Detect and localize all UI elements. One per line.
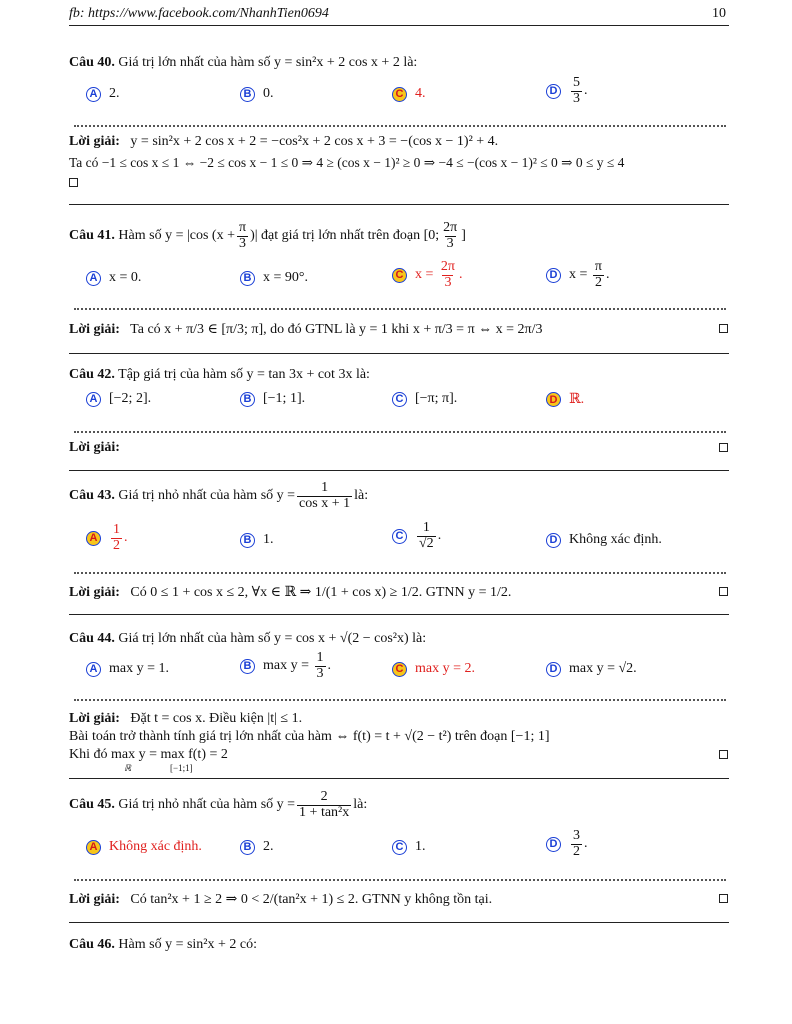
question-label: Câu 41. [69, 228, 115, 244]
section-rule [69, 614, 729, 615]
fraction: $\frac{3}{2}$ [573, 828, 580, 859]
option-letter: B [240, 533, 255, 548]
dotted-separator [74, 125, 726, 127]
option-d[interactable]: D $\frac{5}{3}$ . [546, 76, 588, 106]
option-letter: A [86, 662, 101, 677]
option-b[interactable] [240, 532, 274, 548]
option-d[interactable]: D $\frac{3}{2}$ . [546, 829, 588, 859]
option-text: max y = 1. [109, 661, 169, 676]
option-text: 1. [415, 839, 426, 854]
option-letter: B [240, 659, 255, 674]
option-letter: A [86, 840, 101, 855]
question-text: )| đạt giá trị lớn nhất trên đoạn [0; [250, 228, 440, 244]
question-label: Câu 45. [69, 797, 115, 813]
option-letter: C [392, 87, 407, 102]
fraction: $\frac{\pi}{2}$ [594, 259, 602, 290]
option-text: ℝ. [569, 392, 585, 407]
option-letter: C [392, 662, 407, 677]
option-text: Không xác định. [109, 839, 202, 854]
option-letter: B [240, 392, 255, 407]
option-text: max y = 2. [415, 661, 475, 676]
solution-label: Lời giải: [69, 322, 120, 337]
option-letter: C [392, 392, 407, 407]
option-text: x = [415, 267, 434, 283]
option-d[interactable] [546, 532, 662, 548]
dotted-separator [74, 879, 726, 881]
page-number: 10 [712, 6, 726, 21]
solution-text: y = sin²x + 2 cos x + 2 = −cos²x + 2 cos x + 3 = −(cos x − 1)² + 4. [130, 134, 499, 149]
qed-box [719, 324, 728, 333]
section-rule [69, 922, 729, 923]
question-text: Hàm số y = |cos (x + [118, 228, 235, 244]
fraction: $\frac{1}{3}$ [316, 650, 324, 681]
fraction: $\frac{2}{\text{1 + tan²x}}$ [299, 789, 350, 820]
question-text: là: [354, 488, 369, 504]
option-text: [−1; 1]. [263, 391, 306, 406]
question-label: Câu 43. [69, 488, 115, 504]
option-letter: D [546, 392, 561, 407]
question-43 [69, 481, 368, 511]
option-text: 4. [415, 86, 426, 101]
solution-43 [69, 584, 511, 601]
fraction: $\frac{1}{2}$ [113, 522, 120, 553]
dotted-separator [74, 572, 726, 574]
option-text: Không xác định. [569, 532, 662, 547]
question-label: Câu 42. [69, 367, 115, 382]
solution-44 [69, 711, 302, 727]
option-text: 0. [263, 86, 274, 101]
option-a[interactable] [86, 661, 169, 677]
fraction: $\frac{1}{√2}$ [419, 520, 434, 551]
option-c-correct[interactable] [392, 86, 426, 102]
solution-text: Có 0 ≤ 1 + cos x ≤ 2, ∀x ∈ ℝ ⇒ 1/(1 + cos x) ≥ 1/2. GTNN y = 1/2. [130, 585, 512, 600]
solution-44-line3: Khi đó max y = max f(t) = 2 [69, 747, 228, 762]
option-text: 1. [263, 532, 274, 547]
option-letter: A [86, 531, 101, 546]
option-c[interactable] [392, 391, 457, 407]
solution-41 [69, 321, 543, 338]
section-rule [69, 204, 729, 205]
solution-45 [69, 891, 492, 908]
dotted-separator [74, 699, 726, 701]
fraction: $\frac{5}{3}$ [573, 75, 580, 106]
question-text: Giá trị nhỏ nhất của hàm số y = [118, 488, 296, 504]
header-rule [69, 25, 729, 26]
question-41: Câu 41. Hàm số y = |cos (x + $\frac{\pi}{3}$ )| đạt giá trị lớn nhất trên đoạn [0; $\frac{2\pi}{3}$ ] [69, 220, 466, 251]
option-letter: A [86, 392, 101, 407]
section-rule [69, 778, 729, 779]
option-letter: D [546, 268, 561, 283]
question-text: Giá trị nhỏ nhất của hàm số y = [118, 797, 296, 813]
solution-40 [69, 134, 498, 150]
option-text: [−π; π]. [415, 391, 458, 406]
option-a-correct[interactable]: A $\frac{1}{2}$ . [86, 523, 128, 553]
solution-label: Lời giải: [69, 440, 120, 455]
question-label: Câu 40. [69, 55, 115, 70]
dotted-separator [74, 431, 726, 433]
qed-box [719, 750, 728, 759]
option-c-correct[interactable] [392, 661, 475, 677]
dotted-separator [74, 308, 726, 310]
option-b[interactable]: B max y = $\frac{1}{3}$ . [240, 651, 331, 681]
solution-label: Lời giải: [69, 585, 120, 600]
option-letter: C [392, 529, 407, 544]
option-a-correct[interactable] [86, 839, 202, 855]
solution-label: Lời giải: [69, 892, 120, 907]
option-text: 2. [109, 86, 120, 101]
option-b[interactable] [240, 270, 308, 286]
option-letter: D [546, 662, 561, 677]
option-text: x = [569, 267, 588, 283]
solution-text: Ta có x + π/3 ∈ [π/3; π], do đó GTNL là y = 1 khi x + π/3 = π ⇔ x = 2π/3 [130, 322, 543, 337]
option-b[interactable] [240, 86, 274, 102]
question-text: là: [353, 797, 368, 813]
option-letter: D [546, 837, 561, 852]
qed-box [719, 894, 728, 903]
subscript-interval: [−1;1] [170, 763, 193, 773]
question-46 [69, 937, 257, 953]
option-a[interactable] [86, 270, 141, 286]
option-text: max y = √2. [569, 661, 637, 676]
solution-44-line2: Bài toán trở thành tính giá trị lớn nhất của hàm ⇔ f(t) = t + √(2 − t²) trên đoạn [−1; 1] [69, 729, 550, 744]
fraction: $\frac{\pi}{3}$ [239, 220, 247, 251]
question-text: Giá trị lớn nhất của hàm số y = sin²x + 2 cos x + 2 là: [118, 55, 418, 70]
option-text: [−2; 2]. [109, 391, 152, 406]
solution-40-line2: Ta có −1 ≤ cos x ≤ 1 ⇔ −2 ≤ cos x − 1 ≤ 0 ⇒ 4 ≥ (cos x − 1)² ≥ 0 ⇒ −4 ≤ −(cos x − 1)² ≤ 0 ⇒ 0 ≤ y ≤ 4 [69, 155, 625, 170]
solution-label: Lời giải: [69, 134, 120, 149]
option-d[interactable]: D x = $\frac{\pi}{2}$ . [546, 260, 609, 290]
option-text: max y = [263, 658, 309, 674]
option-letter: B [240, 271, 255, 286]
question-label: Câu 46. [69, 937, 115, 952]
option-b[interactable] [240, 839, 274, 855]
question-40 [69, 55, 417, 71]
question-45 [69, 790, 367, 820]
option-c-correct[interactable]: C x = $\frac{2\pi}{3}$ . [392, 260, 462, 290]
subscript-r: ℝ [124, 763, 132, 773]
question-text: Giá trị lớn nhất của hàm số y = cos x + √(2 − cos²x) là: [118, 631, 427, 646]
option-c[interactable]: C $\frac{1}{√2}$ . [392, 521, 441, 551]
qed-box [69, 178, 78, 187]
option-letter: B [240, 840, 255, 855]
question-text: Tập giá trị của hàm số y = tan 3x + cot 3x là: [118, 367, 370, 382]
section-rule [69, 470, 729, 471]
solution-label: Lời giải: [69, 711, 120, 726]
solution-text: Đặt t = cos x. Điều kiện |t| ≤ 1. [130, 711, 303, 726]
option-letter: D [546, 533, 561, 548]
option-letter: D [546, 84, 561, 99]
qed-box [719, 443, 728, 452]
option-letter: C [392, 840, 407, 855]
option-letter: B [240, 87, 255, 102]
option-letter: C [392, 268, 407, 283]
solution-text: Có tan²x + 1 ≥ 2 ⇒ 0 < 2/(tan²x + 1) ≤ 2. GTNN y không tồn tại. [130, 892, 493, 907]
question-44 [69, 631, 426, 647]
fraction: $\frac{2\pi}{3}$ [440, 259, 455, 290]
solution-42 [69, 440, 120, 456]
option-text: x = 90°. [263, 270, 308, 285]
option-c[interactable] [392, 839, 426, 855]
fraction: $\frac{2\pi}{3}$ [443, 220, 458, 251]
question-text: Hàm số y = sin²x + 2 có: [118, 937, 257, 952]
question-label: Câu 44. [69, 631, 115, 646]
option-letter: A [86, 271, 101, 286]
header-url: fb: https://www.facebook.com/NhanhTien0694 [69, 6, 329, 21]
option-text: x = 0. [109, 270, 142, 285]
option-text: 2. [263, 839, 274, 854]
option-b[interactable] [240, 391, 305, 407]
question-42 [69, 367, 370, 383]
option-d-correct[interactable] [546, 391, 584, 408]
fraction: $\frac{1}{\text{cos x + 1}}$ [299, 480, 351, 511]
option-letter: A [86, 87, 101, 102]
option-a[interactable] [86, 391, 151, 407]
option-d[interactable] [546, 661, 637, 677]
qed-box [719, 587, 728, 596]
section-rule [69, 353, 729, 354]
option-a[interactable] [86, 86, 120, 102]
